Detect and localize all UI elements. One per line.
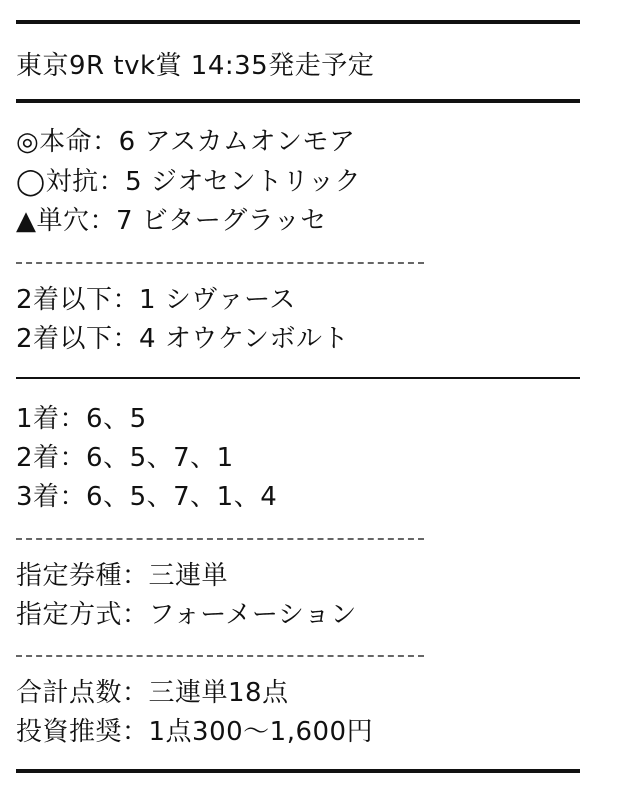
other-pick-2: 2着以下：4 オウケンボルト <box>16 324 350 354</box>
header-thick-rule <box>16 99 580 103</box>
placing-3rd: 3着：6、5、7、1、4 <box>16 482 278 512</box>
thin-divider-1 <box>16 377 580 379</box>
other-pick-1: 2着以下：1 シヴァース <box>16 285 296 315</box>
bet-type: 指定券種：三連単 <box>16 561 229 591</box>
total-points: 合計点数：三連単18点 <box>16 678 289 708</box>
pick-taikou: ◯対抗：5 ジオセントリック <box>16 167 362 197</box>
bet-method: 指定方式：フォーメーション <box>16 600 357 630</box>
pick-honmei: ◎本命：6 アスカムオンモア <box>16 127 356 157</box>
placing-2nd: 2着：6、5、7、1 <box>16 443 234 473</box>
dashed-divider-1 <box>16 262 424 264</box>
dashed-divider-2 <box>16 538 424 540</box>
top-thick-rule <box>16 20 580 24</box>
placing-1st: 1着：6、5 <box>16 404 147 434</box>
pick-tanana: ▲単穴：7 ビターグラッセ <box>16 206 327 236</box>
investment-advice: 投資推奨：1点300〜1,600円 <box>16 717 374 747</box>
race-title: 東京9R tvk賞 14:35発走予定 <box>16 51 375 81</box>
dashed-divider-3 <box>16 655 424 657</box>
bottom-thick-rule <box>16 769 580 773</box>
